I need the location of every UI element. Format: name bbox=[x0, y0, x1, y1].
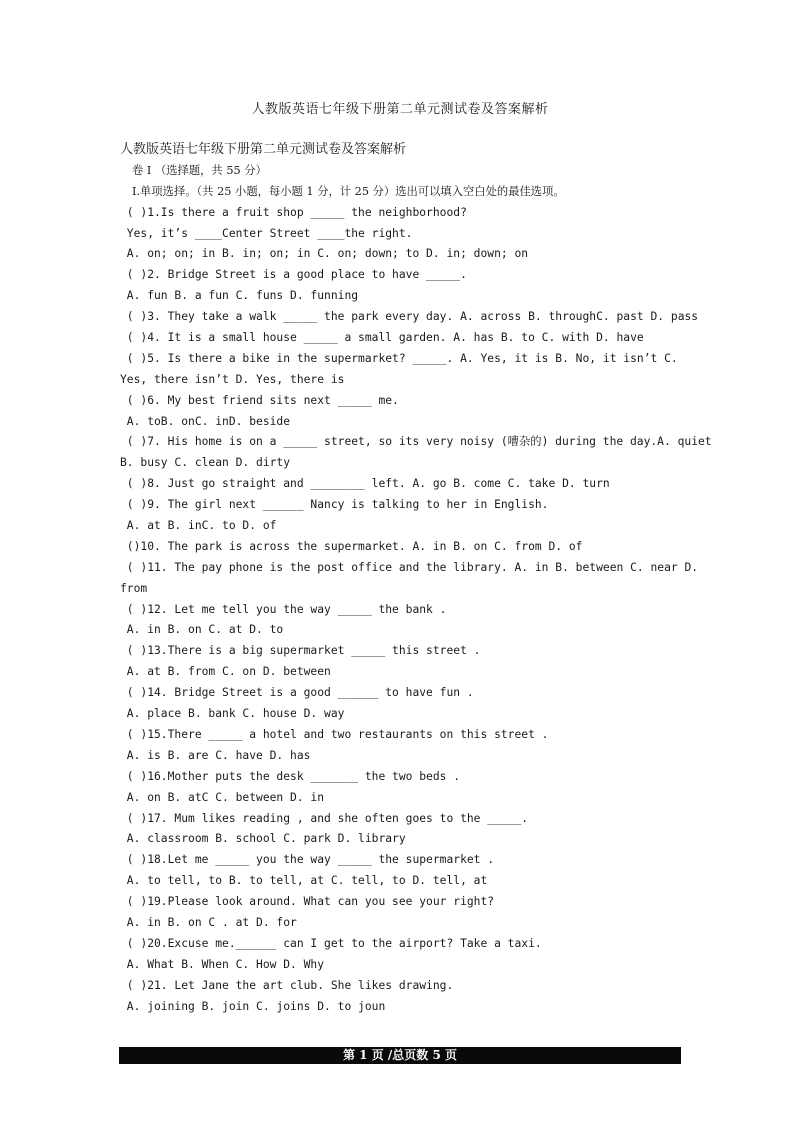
question-line: ( )16.Mother puts the desk _______ the two beds . bbox=[120, 769, 461, 783]
answer-options: B. busy C. clean D. dirty bbox=[120, 456, 291, 470]
question-line: ( )17. Mum likes reading , and she often goes to the _____. bbox=[120, 811, 529, 825]
question-line: ( )7. His home is on a _____ street, so its very noisy (嘈杂的) during the day.A. quiet bbox=[120, 435, 712, 449]
answer-options: A. at B. from C. on D. between bbox=[120, 665, 331, 679]
answer-options: A. What B. When C. How D. Why bbox=[120, 957, 325, 971]
answer-options: A. on B. atC C. between D. in bbox=[120, 790, 325, 804]
question-line: ()10. The park is across the supermarket. A. in B. on C. from D. of bbox=[120, 539, 583, 553]
question-line: ( )8. Just go straight and ________ left. A. go B. come C. take D. turn bbox=[120, 477, 610, 491]
question-line: ( )14. Bridge Street is a good ______ to have fun . bbox=[120, 686, 474, 700]
answer-options: A. in B. on C. at D. to bbox=[120, 623, 284, 637]
question-line: ( )21. Let Jane the art club. She likes drawing. bbox=[120, 978, 454, 992]
answer-options: A. fun B. a fun C. funs D. funning bbox=[120, 289, 359, 303]
question-line: ( )2. Bridge Street is a good place to have _____. bbox=[120, 268, 467, 282]
answer-options: A. is B. are C. have D. has bbox=[120, 748, 311, 762]
question-line: Yes, there isn’t D. Yes, there is bbox=[120, 372, 345, 386]
question-line: ( )1.Is there a fruit shop _____ the neighborhood? bbox=[120, 205, 467, 219]
question-line: ( )18.Let me _____ you the way _____ the supermarket . bbox=[120, 853, 495, 867]
answer-options: A. toB. onC. inD. beside bbox=[120, 414, 291, 428]
part-heading: 卷 I （选择题，共 55 分） bbox=[132, 163, 267, 177]
question-line: ( )6. My best friend sits next _____ me. bbox=[120, 393, 399, 407]
page-footer-bar bbox=[119, 1047, 681, 1064]
page-number-label: 第 1 页 /总页数 5 页 bbox=[343, 1048, 457, 1062]
answer-options: A. in B. on C . at D. for bbox=[120, 915, 297, 929]
section-instruction: Ⅰ.单项选择。（共 25 小题，每小题 1 分，计 25 分）选出可以填入空白处的最佳选项。 bbox=[132, 184, 565, 198]
question-line: ( )13.There is a big supermarket _____ this street . bbox=[120, 644, 481, 658]
answer-options: A. to tell, to B. to tell, at C. tell, to D. tell, at bbox=[120, 874, 488, 888]
question-line: from bbox=[120, 581, 148, 595]
question-line: ( )11. The pay phone is the post office and the library. A. in B. between C. near D. bbox=[120, 560, 699, 574]
document-title: 人教版英语七年级下册第二单元测试卷及答案解析 bbox=[120, 142, 407, 157]
question-line: ( )12. Let me tell you the way _____ the bank . bbox=[120, 602, 447, 616]
page-header-title: 人教版英语七年级下册第二单元测试卷及答案解析 bbox=[251, 102, 549, 117]
answer-options: A. joining B. join C. joins D. to joun bbox=[120, 999, 386, 1013]
question-line: Yes, it’s ____Center Street ____the right. bbox=[120, 226, 413, 240]
answer-options: A. on; on; in B. in; on; in C. on; down; to D. in; down; on bbox=[120, 247, 529, 261]
question-line: ( )20.Excuse me.______ can I get to the airport? Take a taxi. bbox=[120, 936, 542, 950]
document-body bbox=[120, 140, 720, 1017]
answer-options: A. at B. inC. to D. of bbox=[120, 519, 277, 533]
question-line: ( )4. It is a small house _____ a small garden. A. has B. to C. with D. have bbox=[120, 331, 644, 345]
question-line: ( )9. The girl next ______ Nancy is talking to her in English. bbox=[120, 498, 549, 512]
question-line: ( )3. They take a walk _____ the park every day. A. across B. throughC. past D. pass bbox=[120, 310, 699, 324]
answer-options: A. classroom B. school C. park D. library bbox=[120, 832, 406, 846]
question-line: ( )15.There _____ a hotel and two restaurants on this street . bbox=[120, 727, 549, 741]
question-line: ( )5. Is there a bike in the supermarket? _____. A. Yes, it is B. No, it isn’t C. bbox=[120, 351, 678, 365]
answer-options: A. place B. bank C. house D. way bbox=[120, 707, 345, 721]
question-line: ( )19.Please look around. What can you see your right? bbox=[120, 895, 495, 909]
